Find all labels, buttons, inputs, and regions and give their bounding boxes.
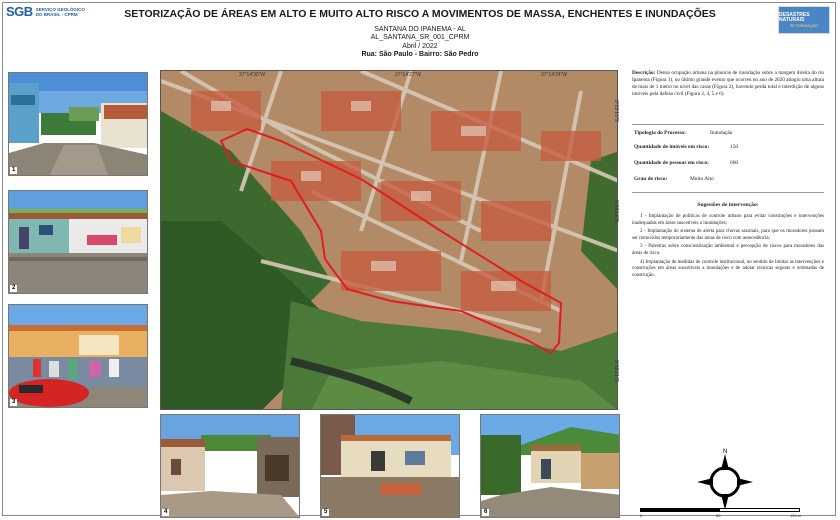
sgb-logo-mark: SGB xyxy=(6,4,33,19)
logo-right-line1: DESASTRES NATURAIS xyxy=(779,11,810,23)
coord-top-2: 37°14'27"W xyxy=(395,72,422,78)
scale-start: 0 xyxy=(640,513,643,518)
photo-2 xyxy=(8,190,148,294)
suggestion-item: 2 - Implantação do sistema de alerta para chuvas sazonais, para que os moradores possam ser removidos temporariamente das áreas de risco com antecedência; xyxy=(632,229,824,241)
photo-1-number: 1 xyxy=(12,167,16,173)
photo-1-image xyxy=(9,73,148,176)
photo-3-number: 3 xyxy=(12,399,16,405)
photo-3-image xyxy=(9,305,148,408)
photo-6-number: 6 xyxy=(484,509,488,515)
people-label: Quantidade de pessoas em risco: xyxy=(634,160,709,166)
suggestion-item: 1 - Implantação de políticas de controle urbano para evitar construções e intervenções inadequadas em áreas suscetíveis a inundações; xyxy=(632,214,824,226)
description-text: Densa ocupação urbana na planície de inundação sobre a margem direita do rio Ipanema (Figura 1), no último grande evento que ocorreu no ano de 2020 atingiu uma altura de mais de 1 metro no nível das casas (Figura 2), havendo perda total e interdição de alguns imóveis pela defesa civil (Figura 3, 4, 5 e 6). xyxy=(632,70,824,97)
coord-top-1: 37°14'30"W xyxy=(239,72,266,78)
suggestions-title: Sugestões de intervenção: xyxy=(697,202,759,208)
sheet-subtitle xyxy=(250,26,590,60)
risk-row xyxy=(634,176,714,182)
risk-value: Muito Alto xyxy=(690,176,714,182)
people-value: 600 xyxy=(730,160,739,166)
logo-right-line2: SETORIZAÇÃO xyxy=(789,22,819,28)
compass-n: N xyxy=(723,449,728,455)
scale-bar xyxy=(640,508,800,512)
coord-top-3: 37°14'24"W xyxy=(541,72,568,78)
desastres-naturais-logo xyxy=(778,6,830,34)
photo-1 xyxy=(8,72,148,176)
photo-5-number: 5 xyxy=(324,509,328,515)
photo-2-image xyxy=(9,191,148,294)
divider-1 xyxy=(632,124,824,125)
sgb-logo-line2: DO BRASIL - CPRM xyxy=(35,11,78,17)
sgb-logo xyxy=(6,4,85,19)
north-arrow-icon xyxy=(690,446,760,516)
buildings-label: Quantidade de imóveis em risco: xyxy=(634,144,710,150)
photo-5-image xyxy=(321,415,460,518)
risk-label: Grau de risco: xyxy=(634,176,668,182)
photo-4-image xyxy=(161,415,300,518)
satellite-map[interactable] xyxy=(160,70,618,410)
photo-6 xyxy=(480,414,620,518)
buildings-value: 150 xyxy=(730,144,739,150)
description xyxy=(632,70,824,98)
photo-4-number: 4 xyxy=(164,509,168,515)
satellite-map-image xyxy=(161,71,618,410)
process-row xyxy=(634,130,733,136)
photo-5 xyxy=(320,414,460,518)
suggestion-item: 4) Implantação de medidas de controle institucional, no sentido de limitar as intervenções e construções em áreas suscetíveis a inundações e de adotar técnicas seguras e ordenadas de construção. xyxy=(632,259,824,278)
description-label: Descrição: xyxy=(632,70,656,76)
info-panel xyxy=(628,68,828,408)
coord-right-2: 9°22'18"S xyxy=(613,200,619,222)
sgb-logo-line1: SERVIÇO GEOLÓGICO xyxy=(35,6,85,12)
sheet-title: SETORIZAÇÃO DE ÁREAS EM ALTO E MUITO ALTO RISCO A MOVIMENTOS DE MASSA, ENCHENTES E INUNDAÇÕES xyxy=(124,8,716,20)
photo-2-number: 2 xyxy=(12,285,16,291)
photo-3 xyxy=(8,304,148,408)
scale-end: 120 m xyxy=(790,513,802,518)
process-label: Tipologia do Processo: xyxy=(634,130,686,136)
coord-right-1: 9°22'15"S xyxy=(613,100,619,122)
street-text: Rua: São Paulo - Bairro: São Pedro xyxy=(361,51,479,59)
photo-6-image xyxy=(481,415,620,518)
suggestion-item: 3 - Palestras sobre conscientização ambiental e percepção de riscos para moradores das áreas de risco. xyxy=(632,244,824,256)
process-value: Inundação xyxy=(710,130,733,136)
photo-4 xyxy=(160,414,300,518)
code-text: AL_SANTANA_SR_001_CPRM xyxy=(370,34,470,42)
suggestions-list xyxy=(632,214,824,281)
date-text: Abril / 2022 xyxy=(402,42,438,50)
scale-mid: 60 xyxy=(716,513,721,518)
divider-2 xyxy=(632,192,824,193)
location-text: SANTANA DO IPANEMA - AL xyxy=(374,26,466,33)
people-row xyxy=(634,160,739,166)
buildings-row xyxy=(634,144,739,150)
coord-right-3: 9°22'21"S xyxy=(613,360,619,382)
